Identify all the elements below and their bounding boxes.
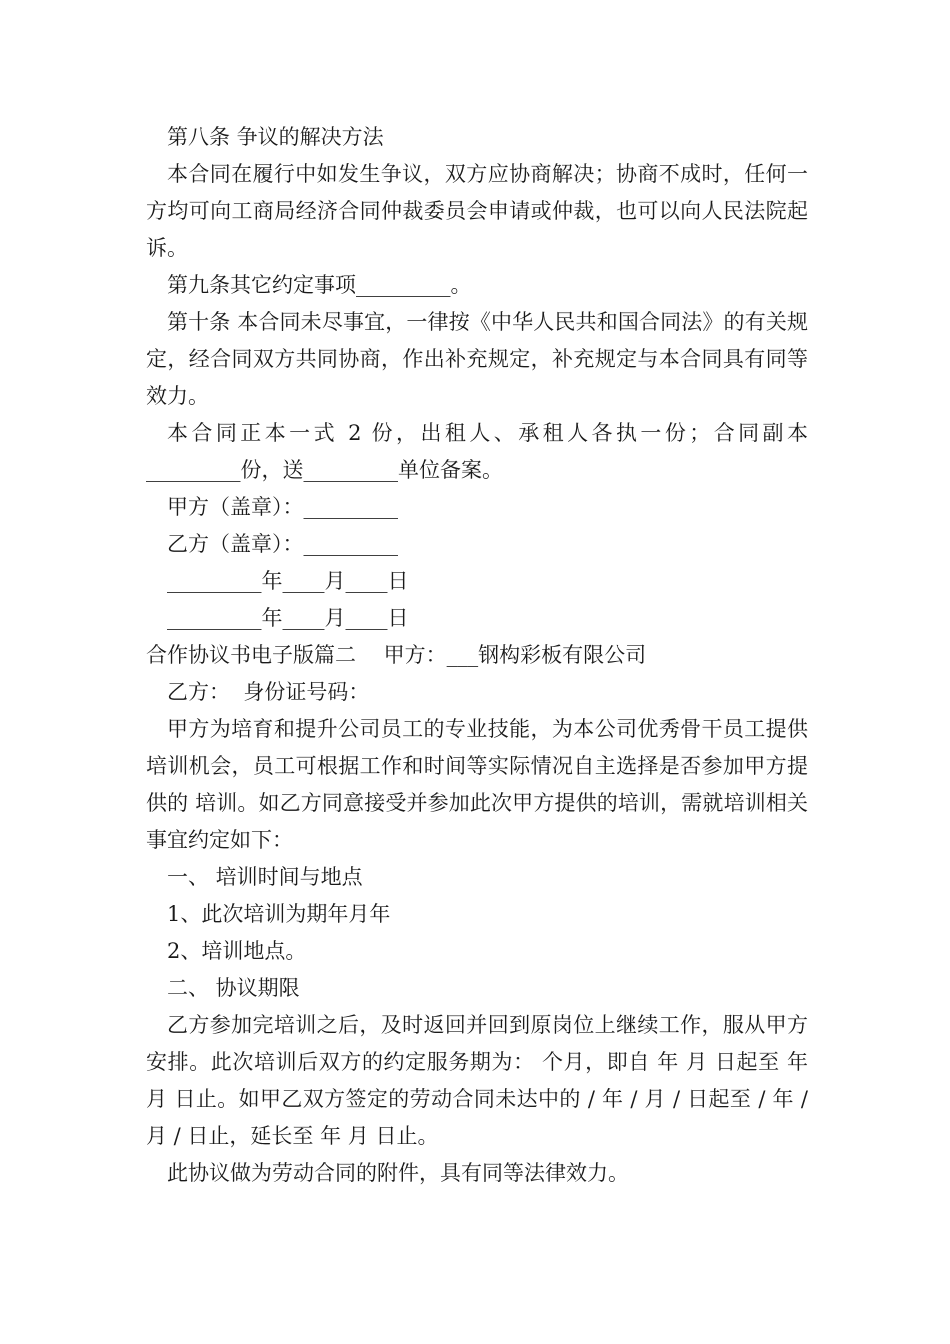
clause-1-item-1: 1、此次培训为期年月年 (167, 902, 391, 926)
section-two-heading: 合作协议书电子版篇二 甲方：___钢构彩板有限公司 (146, 643, 647, 667)
clause-1-heading: 一、 培训时间与地点 (167, 865, 363, 889)
annex-statement: 此协议做为劳动合同的附件，具有同等法律效力。 (167, 1161, 629, 1185)
clause-1-item-2: 2、培训地点。 (167, 939, 307, 963)
date-line-1: _________年____月____日 (167, 569, 409, 593)
article-8-heading: 第八条 争议的解决方法 (167, 125, 384, 149)
article-8-body: 本合同在履行中如发生争议，双方应协商解决；协商不成时，任何一方均可向工商局经济合同仲裁委员会申请或仲裁，也可以向人民法院起诉。 (146, 162, 808, 260)
party-b-id-line: 乙方： 身份证号码： (167, 680, 370, 704)
article-10: 第十条 本合同未尽事宜，一律按《中华人民共和国合同法》的有关规定，经合同双方共同协商，作出补充规定，补充规定与本合同具有同等效力。 (146, 310, 808, 408)
party-a-seal-line: 甲方（盖章）：_________ (167, 495, 398, 519)
article-9: 第九条其它约定事项_________。 (167, 273, 472, 297)
party-b-seal-line: 乙方（盖章）：_________ (167, 532, 398, 556)
clause-2-body: 乙方参加完培训之后，及时返回并回到原岗位上继续工作，服从甲方安排。此次培训后双方的约定服务期为： 个月，即自 年 月 日起至 年 月 日止。如甲乙双方签定的劳动合同未达中的 / 年 / 月 / 日起至 / 年 / 月 / 日止，延长至 年 月 日止。 (146, 1013, 815, 1148)
copies-clause: 本合同正本一式 2 份，出租人、承租人各执一份；合同副本_________份，送_________单位备案。 (146, 421, 808, 482)
date-line-2: _________年____月____日 (167, 606, 409, 630)
clause-2-heading: 二、 协议期限 (167, 976, 300, 1000)
training-intro: 甲方为培育和提升公司员工的专业技能，为本公司优秀骨干员工提供培训机会，员工可根据工作和时间等实际情况自主选择是否参加甲方提供的 培训。如乙方同意接受并参加此次甲方提供的培训，需就培训相关事宜约定如下： (146, 717, 808, 852)
